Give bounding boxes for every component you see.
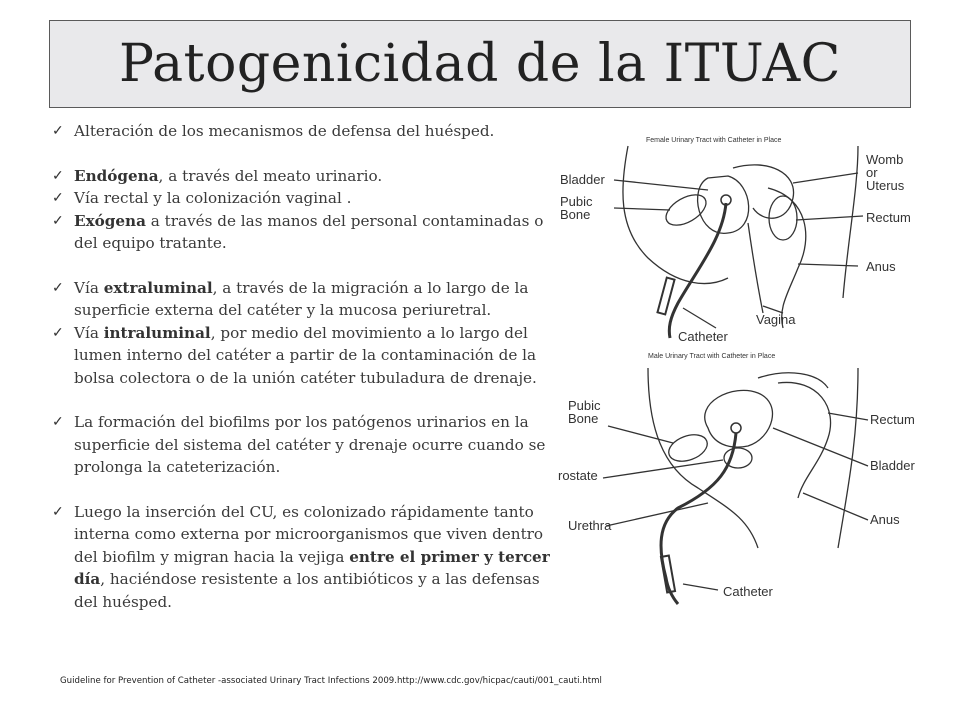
check-icon: ✓ xyxy=(52,167,64,184)
bullet-item xyxy=(52,501,562,614)
label-bone: Bone xyxy=(560,207,591,222)
bullet-text: Luego la inserción del CU, es colonizado rápidamente tanto interna como externa por microorganismos que viven dentro del biofilm y migran hacia la vejiga entre el primer y tercer día, haciéndose resistente a los antibióticos y a las defensas del huésped. xyxy=(74,502,550,611)
label-catheter-f: Catheter xyxy=(678,329,728,344)
anatomy-diagram xyxy=(558,128,954,610)
label-rectum-f: Rectum xyxy=(866,210,911,225)
male-urinary-diagram xyxy=(603,353,868,604)
bullet-item xyxy=(52,411,562,479)
label-anus-m: Anus xyxy=(870,512,900,527)
label-catheter-m: Catheter xyxy=(723,584,773,599)
check-icon: ✓ xyxy=(52,414,64,430)
female-caption: Female Urinary Tract with Catheter in Place xyxy=(646,137,782,144)
bullet-text: Exógena a través de las manos del personal contaminadas o del equipo tratante. xyxy=(74,211,544,252)
slide-title: Patogenicidad de la ITUAC xyxy=(119,34,841,94)
label-pubic: Pubic xyxy=(560,194,593,209)
bullet-item xyxy=(52,120,562,143)
label-uterus: Uterus xyxy=(866,178,905,193)
male-caption: Male Urinary Tract with Catheter in Place xyxy=(648,353,776,360)
label-prostate: rostate xyxy=(558,468,598,483)
bullet-text: Vía rectal y la colonización vaginal . xyxy=(74,189,352,207)
check-icon: ✓ xyxy=(52,503,64,520)
label-vagina: Vagina xyxy=(756,312,796,327)
female-urinary-diagram xyxy=(614,137,863,338)
bullet-item xyxy=(52,187,562,210)
bullet-text: Vía extraluminal, a través de la migración a lo largo de la superficie externa del catéter y la mucosa periuretral. xyxy=(74,278,529,319)
bullet-text: Endógena, a través del meato urinario. xyxy=(74,166,383,185)
label-bone-m: Bone xyxy=(568,411,599,426)
bullet-item xyxy=(52,210,562,255)
bullet-list xyxy=(52,120,562,613)
bullet-text: La formación del biofilms por los patógenos urinarios en la superficie del sistema del catéter y drenaje ocurre cuando se prolonga la cateterización. xyxy=(74,413,546,476)
label-bladder: Bladder xyxy=(560,172,605,187)
label-pubic-m: Pubic xyxy=(568,398,601,413)
check-icon: ✓ xyxy=(52,279,64,296)
bullet-text: Alteración de los mecanismos de defensa del huésped. xyxy=(74,122,495,140)
label-rectum-m: Rectum xyxy=(870,412,915,427)
label-bladder-m: Bladder xyxy=(870,458,915,473)
bullet-item xyxy=(52,322,562,390)
bullet-text: Vía intraluminal, por medio del movimiento a lo largo del lumen interno del catéter a partir de la contaminación de la bolsa colectora o de la unión catéter tubuladura de drenaje. xyxy=(74,323,537,387)
male-labels xyxy=(558,398,915,599)
label-anus-f: Anus xyxy=(866,259,896,274)
label-or: or xyxy=(866,165,878,180)
citation-footer: Guideline for Prevention of Catheter -associated Urinary Tract Infections 2009.http://www.cdc.gov/hicpac/cauti/001_cauti.html xyxy=(60,676,602,686)
title-box xyxy=(49,20,911,108)
bullet-item xyxy=(52,277,562,322)
bullet-item xyxy=(52,165,562,188)
check-icon: ✓ xyxy=(52,190,64,206)
female-labels xyxy=(560,152,911,344)
check-icon: ✓ xyxy=(52,123,64,139)
label-urethra: Urethra xyxy=(568,518,612,533)
check-icon: ✓ xyxy=(52,212,64,229)
label-womb: Womb xyxy=(866,152,904,167)
check-icon: ✓ xyxy=(52,324,64,341)
